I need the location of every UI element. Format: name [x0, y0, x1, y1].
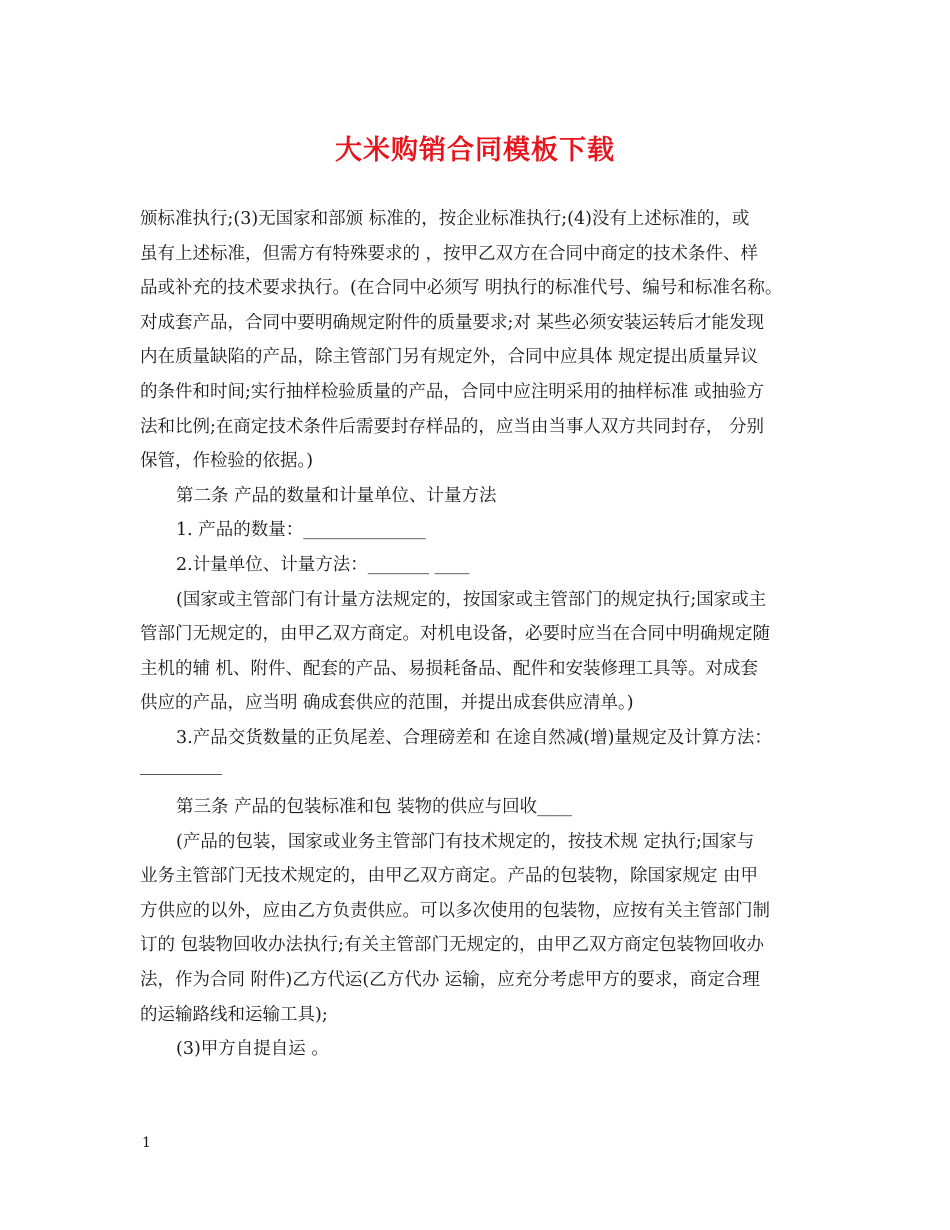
- text-line: 2.计量单位、计量方法：_______ ____: [176, 554, 470, 575]
- text-line: 方供应的以外，应由乙方负责供应。可以多次使用的包装物，应按有关主管部门制: [140, 900, 770, 921]
- text-line: 订的 包装物回收办法执行;有关主管部门无规定的，由甲乙双方商定包装物回收办: [140, 935, 764, 956]
- text-line: 3.产品交货数量的正负尾差、合理磅差和 在途自然减(增)量规定及计算方法：: [176, 727, 772, 748]
- text-line: 虽有上述标准，但需方有特殊要求的 ，按甲乙双方在合同中商定的技术条件、样: [140, 243, 759, 264]
- text-line: 1. 产品的数量：______________: [176, 520, 426, 541]
- text-line: 品或补充的技术要求执行。(在合同中必须写 明执行的标准代号、编号和标准名称。: [140, 278, 783, 299]
- text-line: 供应的产品，应当明 确成套供应的范围，并提出成套供应清单。): [140, 693, 634, 714]
- document-title: 大米购销合同模板下载: [335, 135, 615, 166]
- text-line: 法和比例;在商定技术条件后需要封存样品的，应当由当事人双方共同封存， 分别: [140, 416, 764, 437]
- text-line: 第三条 产品的包装标准和包 装物的供应与回收____: [176, 797, 573, 818]
- text-line: 业务主管部门无技术规定的，由甲乙双方商定。产品的包装物，除国家规定 由甲: [140, 866, 759, 887]
- page-number: 1: [142, 1135, 151, 1151]
- text-line: 管部门无规定的，由甲乙双方商定。对机电设备，必要时应当在合同中明确规定随: [140, 624, 770, 645]
- text-line: 对成套产品，合同中要明确规定附件的质量要求;对 某些必须安装运转后才能发现: [140, 312, 764, 333]
- text-line: (产品的包装，国家或业务主管部门有技术规定的，按技术规 定执行;国家与: [176, 831, 755, 852]
- text-line: 颁标准执行;(3)无国家和部颁 标准的，按企业标准执行;(4)没有上述标准的，或: [140, 209, 750, 229]
- fill-in-blank-rule: [140, 756, 830, 791]
- text-line: 第二条 产品的数量和计量单位、计量方法: [176, 485, 497, 506]
- text-line: 的条件和时间;实行抽样检验质量的产品，合同中应注明采用的抽样标准 或抽验方: [140, 381, 764, 402]
- text-line: 保管，作检验的依据。): [140, 451, 314, 472]
- text-line: 法，作为合同 附件)乙方代运(乙方代办 运输，应充分考虑甲方的要求，商定合理: [140, 970, 760, 991]
- text-line: 内在质量缺陷的产品，除主管部门另有规定外，合同中应具体 规定提出质量异议: [140, 347, 759, 368]
- document-body: [140, 202, 830, 1067]
- text-line: (3)甲方自提自运 。: [176, 1039, 329, 1060]
- text-line: 主机的辅 机、附件、配套的产品、易损耗备品、配件和安装修理工具等。对成套: [140, 658, 759, 679]
- text-line: 的运输路线和运输工具);: [140, 1004, 328, 1025]
- underline-rule: [140, 774, 222, 775]
- text-line: (国家或主管部门有计量方法规定的，按国家或主管部门的规定执行;国家或主: [176, 589, 767, 610]
